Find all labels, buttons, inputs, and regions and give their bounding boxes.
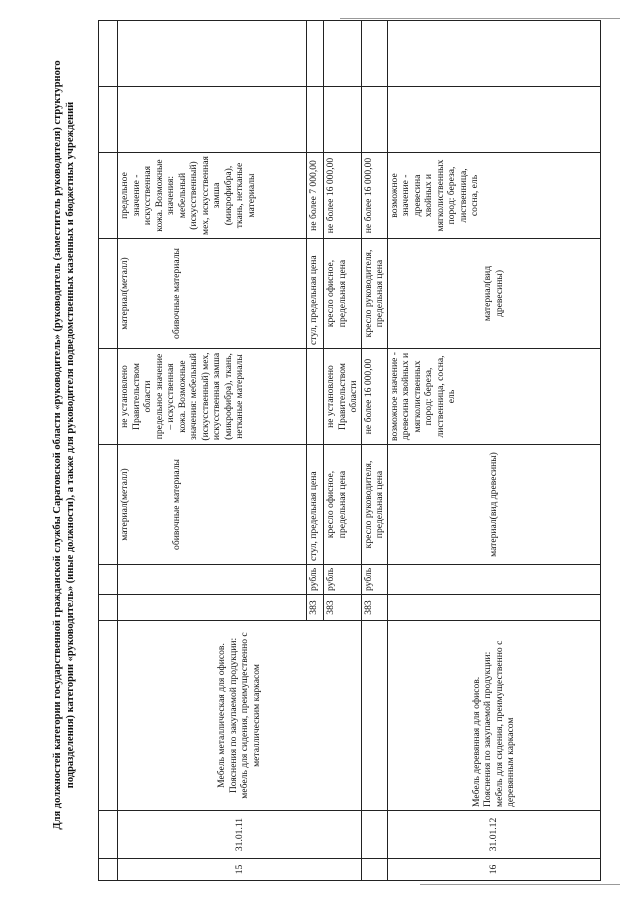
scan-edge-bottom <box>420 884 620 885</box>
scan-edge-top <box>340 18 620 19</box>
value-cell <box>118 349 307 445</box>
table-row <box>387 21 600 881</box>
characteristic: обивочные материалы <box>170 248 182 339</box>
okei-code: 383 <box>324 595 362 621</box>
value: не более 16 000,00 <box>324 153 362 239</box>
value: не установлено <box>119 365 130 428</box>
okpd-code: 31.01.11 <box>118 811 362 859</box>
product-note: Пояснения по закупаемой продукции: мебель для сидения, преимущественно с деревянным каркасом <box>482 640 516 807</box>
characteristic: материал(металл) <box>119 257 130 330</box>
characteristic: материал(вид древесины) <box>387 445 600 565</box>
table-row <box>361 21 387 881</box>
value: возможное значение - древесина хвойных и мягколиственных пород: береза, лиственница, сосна, ель <box>387 349 600 445</box>
characteristic: кресло офисное, предельная цена <box>324 239 362 349</box>
characteristic: материал(вид древесины) <box>387 239 600 349</box>
row-number: 16 <box>387 859 600 881</box>
okei-code: 383 <box>307 595 324 621</box>
value: предельное значение - искусственная кожа. Возможные значения: мебельный (искусственный) мех, искусственная замша (микрофибра), ткань, нетканые материалы <box>118 153 307 239</box>
requirements-table <box>98 20 601 881</box>
unit: рубль <box>361 565 387 595</box>
table-row <box>118 21 307 881</box>
product-name-cell <box>387 621 600 811</box>
characteristic: стул, предельная цена <box>307 445 324 565</box>
value: не более 16 000,00 <box>361 153 387 239</box>
value: не установлено Правительством области <box>324 349 362 445</box>
table-row <box>99 21 118 881</box>
characteristic: материал(металл) <box>119 468 130 541</box>
characteristic: кресло офисное, предельная цена <box>324 445 362 565</box>
value: возможное значение - древесина хвойных и мягколиственных пород: береза, лиственница, сосна, ель <box>387 153 600 239</box>
product-note: Пояснения по закупаемой продукции: мебель для сидения, преимущественно с металлическим каркасом <box>227 632 262 799</box>
value: не более 7 000,00 <box>307 153 324 239</box>
okpd-code: 31.01.12 <box>387 811 600 859</box>
row-number: 15 <box>118 859 362 881</box>
characteristic-cell <box>118 445 307 565</box>
product-name: Мебель металлическая для офисов. <box>216 643 228 788</box>
table-caption: Для должностей категории государственной гражданской службы Саратовской области «руководитель» (руководитель (заместитель руководителя) структурного подразделения) категории «руководитель» (иные должности), а также для руководителя подведомственных казенных и бюджетных учреждений <box>52 60 76 830</box>
value: не более 16 000,00 <box>361 349 387 445</box>
characteristic: стул, предельная цена <box>307 239 324 349</box>
characteristic: кресло руководителя, предельная цена <box>361 445 387 565</box>
product-name: Мебель деревянная для офисов. <box>470 676 482 807</box>
characteristic: кресло руководителя, предельная цена <box>361 239 387 349</box>
unit: рубль <box>324 565 362 595</box>
product-name-cell <box>118 621 362 811</box>
value: предельное значение – искусственная кожа. Возможные значения: мебельный (искусственный) мех, искусственная замша (микрофибра), ткань, нетканые материалы <box>153 352 245 441</box>
characteristic-cell <box>118 239 307 349</box>
characteristic: обивочные материалы <box>170 459 182 550</box>
value: Правительством области <box>130 363 153 430</box>
okei-code: 383 <box>361 595 387 621</box>
unit: рубль <box>307 565 324 595</box>
